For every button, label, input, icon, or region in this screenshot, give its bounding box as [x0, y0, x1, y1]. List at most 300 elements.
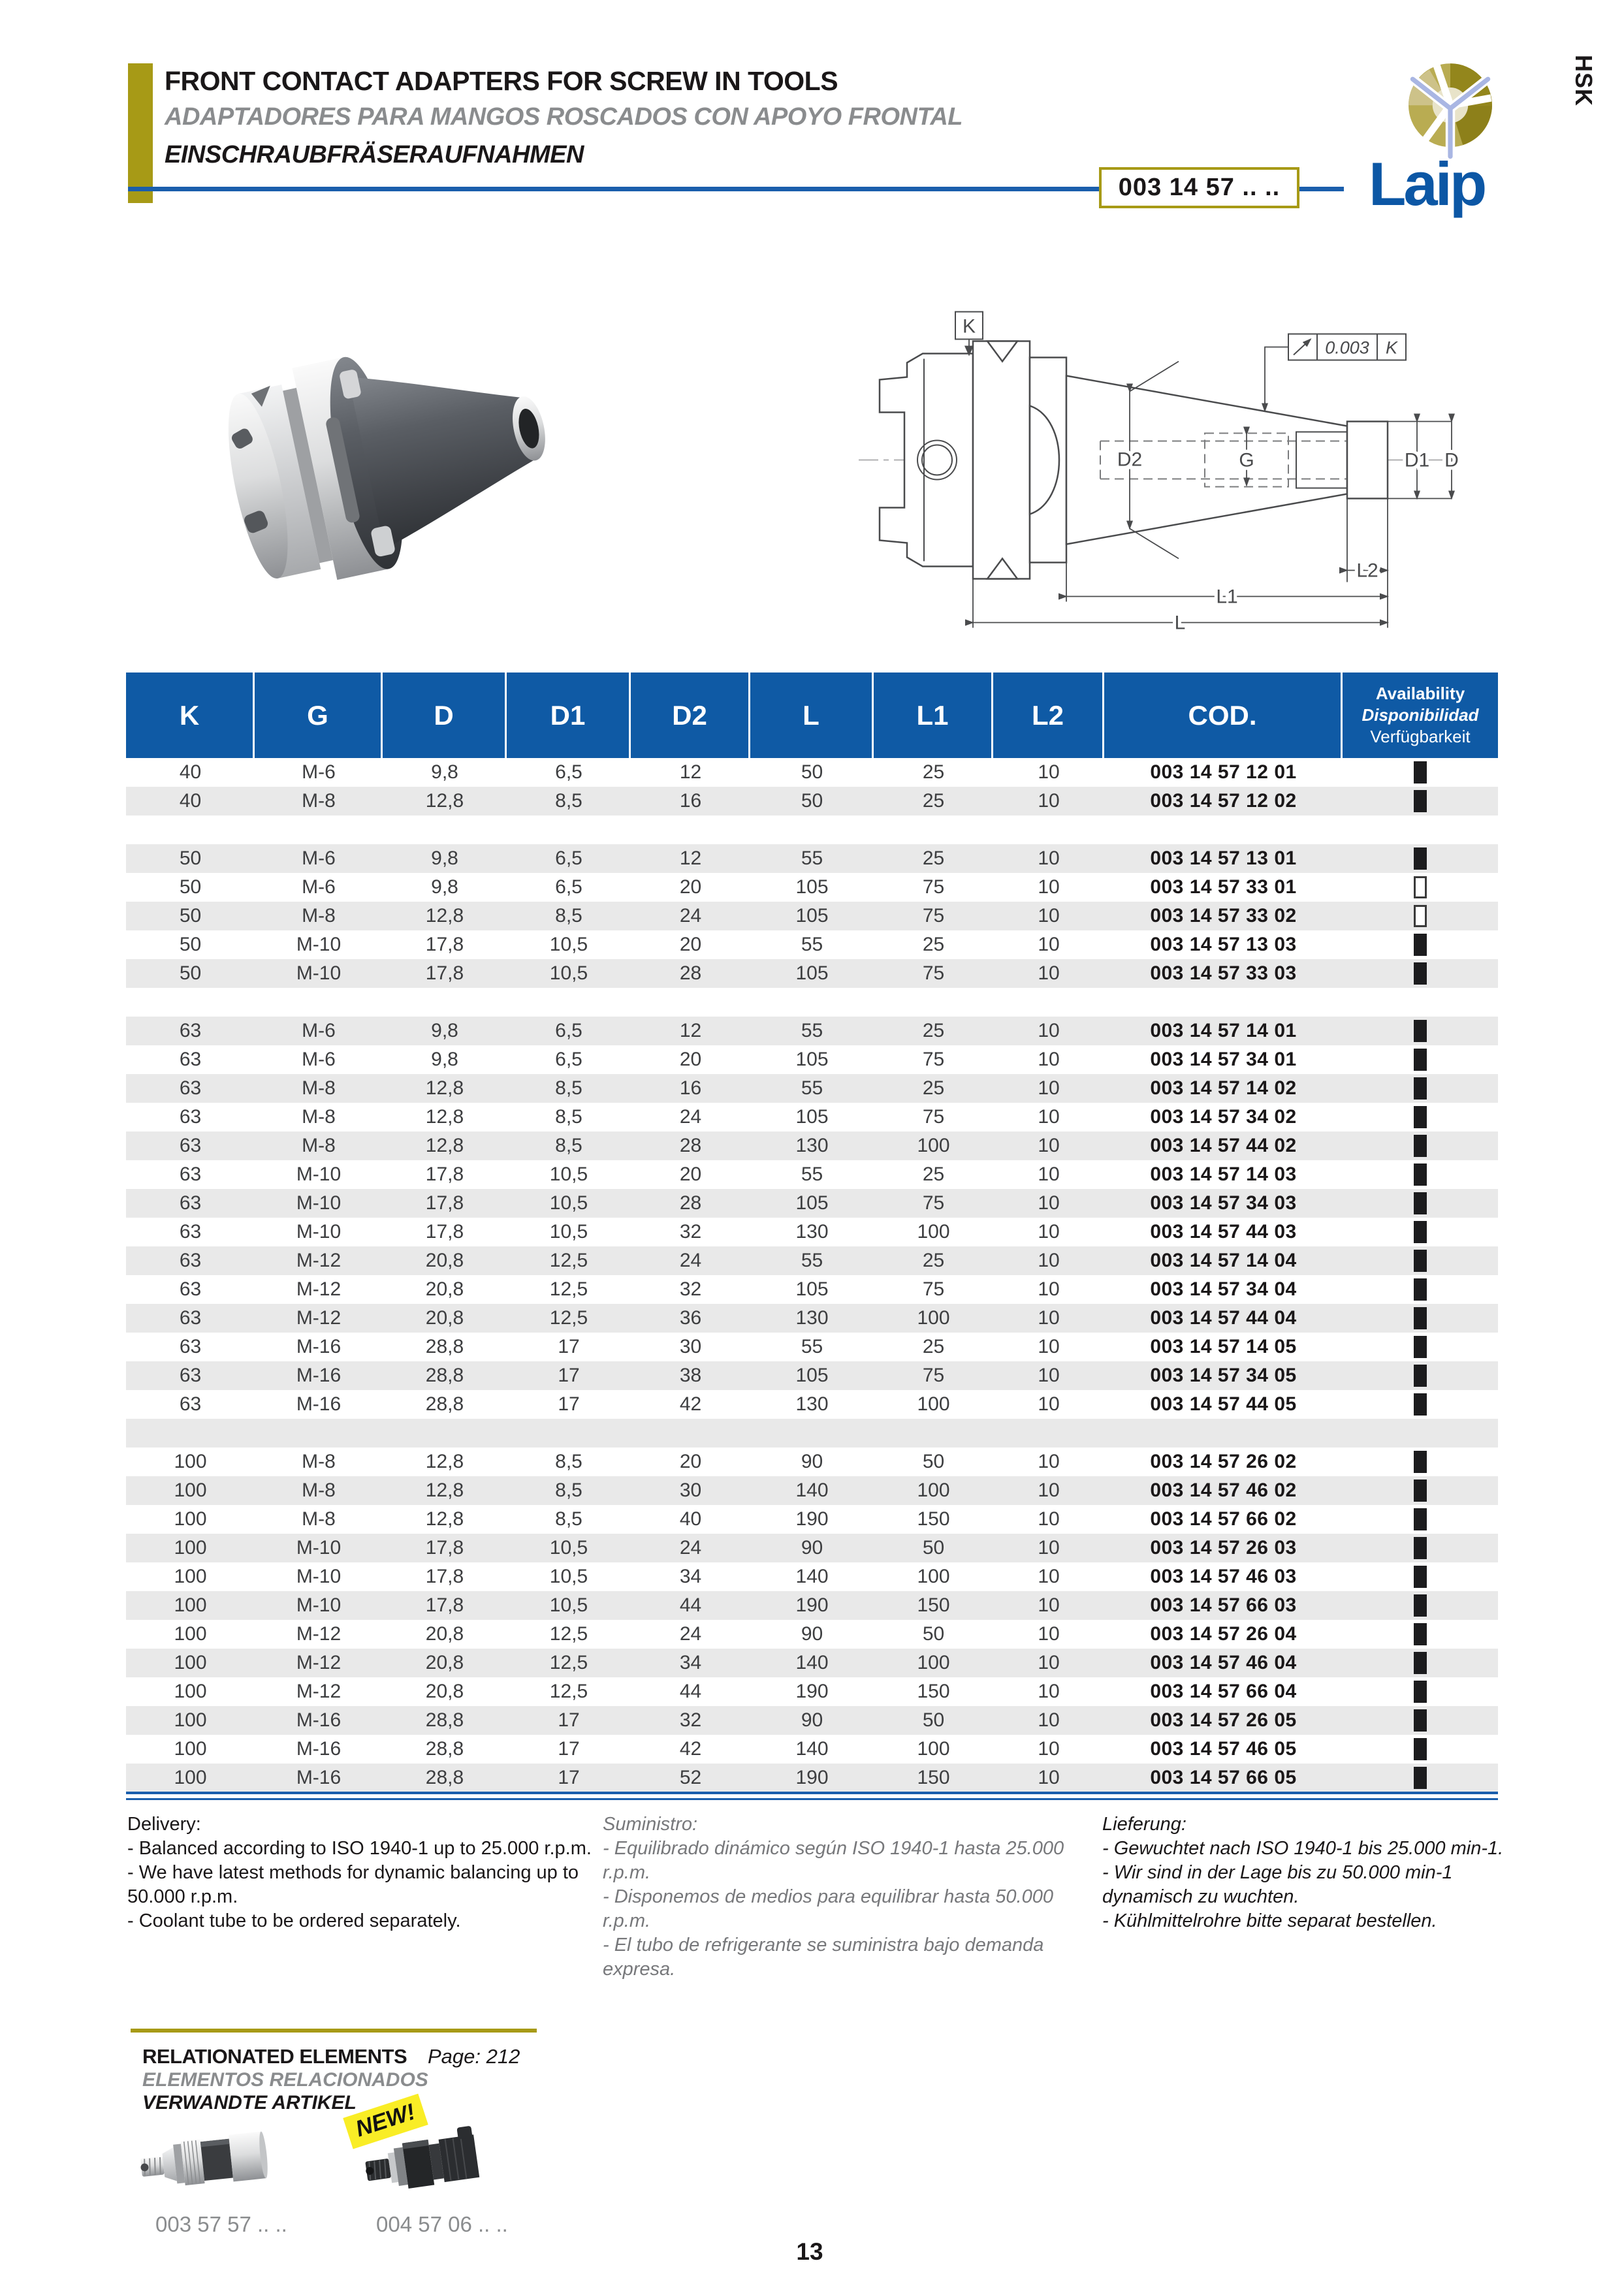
- related-title-spanish: ELEMENTOS RELACIONADOS: [142, 2069, 428, 2091]
- cell-d: 12,8: [425, 905, 464, 926]
- note-line: dynamisch zu wuchten.: [1102, 1886, 1299, 1907]
- cell-l2: 10: [1038, 1451, 1060, 1472]
- table-spacer-row: [126, 1419, 1498, 1448]
- cell-d2: 34: [679, 1566, 702, 1587]
- cell-l1: 25: [922, 790, 945, 812]
- cell-availability: [1343, 1246, 1498, 1275]
- availability-filled-icon: [1414, 934, 1427, 956]
- laip-logo-icon: [1395, 56, 1506, 161]
- cell-availability: [1343, 1476, 1498, 1505]
- cell-d2: 24: [679, 1250, 702, 1271]
- cell-l: 105: [795, 905, 829, 926]
- related-title: RELATIONATED ELEMENTS: [142, 2045, 407, 2068]
- cell-g: M-10: [296, 1566, 342, 1587]
- cell-d2: 28: [679, 1192, 702, 1214]
- cell-d1: 17: [558, 1709, 580, 1731]
- availability-filled-icon: [1414, 1163, 1427, 1186]
- cell-d2: 32: [679, 1221, 702, 1242]
- cell-l: 140: [795, 1738, 829, 1760]
- availability-filled-icon: [1414, 1480, 1427, 1502]
- cell-cod: 003 14 57 33 02: [1150, 905, 1297, 926]
- notes-es: [603, 1812, 1096, 1982]
- cell-d1: 10,5: [549, 1192, 588, 1214]
- table-row: [126, 787, 1498, 815]
- availability-filled-icon: [1414, 1537, 1427, 1559]
- availability-filled-icon: [1414, 1365, 1427, 1387]
- cell-l1: 150: [917, 1508, 950, 1530]
- cell-g: M-12: [296, 1278, 342, 1300]
- cell-l: 190: [795, 1767, 829, 1788]
- product-code-box: 003 14 57 .. ..: [1099, 167, 1299, 208]
- cell-availability: [1343, 1275, 1498, 1304]
- cell-l: 130: [795, 1135, 829, 1156]
- cell-g: M-10: [296, 934, 342, 955]
- availability-header-line: Disponibilidad: [1361, 705, 1479, 725]
- cell-d2: 12: [679, 847, 702, 869]
- dimensions-table: [126, 673, 1498, 1792]
- availability-filled-icon: [1414, 1307, 1427, 1329]
- table-row: [126, 1275, 1498, 1304]
- cell-d: 20,8: [425, 1681, 464, 1702]
- cell-g: M-8: [302, 1106, 336, 1128]
- cell-d: 28,8: [425, 1393, 464, 1415]
- cell-d: 17,8: [425, 1566, 464, 1587]
- cell-g: M-6: [302, 876, 336, 898]
- cell-cod: 003 14 57 12 02: [1150, 790, 1297, 812]
- cell-availability: [1343, 844, 1498, 873]
- cell-l: 90: [801, 1709, 823, 1731]
- note-line: expresa.: [603, 1959, 676, 1980]
- cell-cod: 003 14 57 13 01: [1150, 847, 1297, 869]
- cell-k: 100: [174, 1480, 207, 1501]
- cell-availability: [1343, 1074, 1498, 1103]
- cell-cod: 003 14 57 46 03: [1150, 1566, 1297, 1587]
- cell-g: M-8: [302, 1451, 336, 1472]
- cell-d: 20,8: [425, 1652, 464, 1673]
- cell-l: 190: [795, 1508, 829, 1530]
- cell-availability: [1343, 1361, 1498, 1390]
- availability-filled-icon: [1414, 1709, 1427, 1732]
- availability-filled-icon: [1414, 1020, 1427, 1042]
- note-line: - Equilibrado dinámico según ISO 1940-1 hasta 25.000 r.p.m.: [603, 1838, 1064, 1883]
- cell-d1: 6,5: [555, 1020, 582, 1041]
- cell-k: 50: [179, 905, 202, 926]
- cell-l1: 75: [922, 1049, 945, 1070]
- cell-d: 17,8: [425, 1163, 464, 1185]
- related-rule: [131, 2029, 537, 2033]
- cell-l2: 10: [1038, 905, 1060, 926]
- cell-l: 105: [795, 1278, 829, 1300]
- cell-d2: 42: [679, 1393, 702, 1415]
- cell-d1: 6,5: [555, 1049, 582, 1070]
- cell-g: M-8: [302, 1480, 336, 1501]
- cell-cod: 003 14 57 66 05: [1150, 1767, 1297, 1788]
- cell-l1: 50: [922, 1623, 945, 1645]
- availability-filled-icon: [1414, 1077, 1427, 1100]
- cell-l: 105: [795, 1106, 829, 1128]
- related-product-photo-1: [138, 2122, 269, 2200]
- availability-filled-icon: [1414, 1767, 1427, 1789]
- cell-l1: 75: [922, 876, 945, 898]
- notes-de-title: Lieferung:: [1102, 1814, 1186, 1835]
- note-line: - Disponemos de medios para equilibrar hasta 50.000: [603, 1886, 1053, 1907]
- cell-g: M-12: [296, 1307, 342, 1329]
- cell-l1: 100: [917, 1307, 950, 1329]
- column-header-g: G: [255, 673, 383, 758]
- column-header-cod: COD.: [1104, 673, 1343, 758]
- cell-l1: 50: [922, 1451, 945, 1472]
- table-row: [126, 1620, 1498, 1649]
- cell-k: 100: [174, 1709, 207, 1731]
- cell-l: 50: [801, 790, 823, 812]
- availability-outline-icon: [1414, 905, 1427, 927]
- cell-d1: 12,5: [549, 1652, 588, 1673]
- table-row: [126, 1103, 1498, 1132]
- table-row: [126, 758, 1498, 787]
- cell-availability: [1343, 1448, 1498, 1476]
- cell-cod: 003 14 57 14 02: [1150, 1077, 1297, 1099]
- cell-cod: 003 14 57 46 04: [1150, 1652, 1297, 1673]
- dim-label-d2: D2: [1117, 449, 1143, 471]
- cell-cod: 003 14 57 33 01: [1150, 876, 1297, 898]
- column-header-l1: L1: [874, 673, 993, 758]
- cell-d2: 24: [679, 1623, 702, 1645]
- cell-l: 140: [795, 1480, 829, 1501]
- cell-d2: 20: [679, 934, 702, 955]
- cell-l2: 10: [1038, 1681, 1060, 1702]
- column-header-d: D: [383, 673, 507, 758]
- cell-l: 50: [801, 761, 823, 783]
- cell-d1: 10,5: [549, 1594, 588, 1616]
- cell-availability: [1343, 1591, 1498, 1620]
- cell-availability: [1343, 1505, 1498, 1534]
- cell-l: 190: [795, 1594, 829, 1616]
- cell-l: 105: [795, 1049, 829, 1070]
- cell-k: 63: [179, 1077, 202, 1099]
- table-row: [126, 1476, 1498, 1505]
- cell-g: M-16: [296, 1767, 342, 1788]
- availability-filled-icon: [1414, 1594, 1427, 1617]
- cell-l2: 10: [1038, 1767, 1060, 1788]
- availability-filled-icon: [1414, 1192, 1427, 1214]
- cell-d2: 20: [679, 876, 702, 898]
- page-number: 13: [796, 2238, 823, 2265]
- cell-l: 55: [801, 934, 823, 955]
- cell-d: 17,8: [425, 934, 464, 955]
- cell-l: 90: [801, 1451, 823, 1472]
- cell-l2: 10: [1038, 790, 1060, 812]
- cell-cod: 003 14 57 34 02: [1150, 1106, 1297, 1128]
- cell-cod: 003 14 57 26 02: [1150, 1451, 1297, 1472]
- cell-l1: 75: [922, 1106, 945, 1128]
- availability-filled-icon: [1414, 1566, 1427, 1588]
- cell-d: 12,8: [425, 1451, 464, 1472]
- cell-d2: 52: [679, 1767, 702, 1788]
- table-row: [126, 1735, 1498, 1764]
- cell-d: 12,8: [425, 1135, 464, 1156]
- cell-g: M-12: [296, 1652, 342, 1673]
- cell-d1: 8,5: [555, 1508, 582, 1530]
- table-row: [126, 1505, 1498, 1534]
- cell-d2: 24: [679, 1537, 702, 1559]
- column-header-l: L: [750, 673, 874, 758]
- cell-availability: [1343, 1218, 1498, 1246]
- cell-g: M-10: [296, 1163, 342, 1185]
- cell-g: M-16: [296, 1738, 342, 1760]
- table-row: [126, 1649, 1498, 1677]
- cell-l2: 10: [1038, 1020, 1060, 1041]
- cell-g: M-16: [296, 1365, 342, 1386]
- cell-cod: 003 14 57 44 04: [1150, 1307, 1297, 1329]
- cell-l1: 75: [922, 1278, 945, 1300]
- availability-filled-icon: [1414, 1508, 1427, 1530]
- cell-l: 130: [795, 1393, 829, 1415]
- cell-l2: 10: [1038, 962, 1060, 984]
- cell-d1: 10,5: [549, 1537, 588, 1559]
- cell-availability: [1343, 930, 1498, 959]
- cell-d1: 6,5: [555, 876, 582, 898]
- cell-l1: 25: [922, 1336, 945, 1357]
- cell-d1: 8,5: [555, 1135, 582, 1156]
- cell-l1: 25: [922, 934, 945, 955]
- cell-d1: 8,5: [555, 905, 582, 926]
- cell-g: M-8: [302, 1077, 336, 1099]
- cell-d2: 16: [679, 1077, 702, 1099]
- hsk-corner-label: HSK: [1570, 55, 1597, 107]
- availability-filled-icon: [1414, 1393, 1427, 1416]
- cell-cod: 003 14 57 34 01: [1150, 1049, 1297, 1070]
- table-row: [126, 1591, 1498, 1620]
- table-row: [126, 1132, 1498, 1160]
- cell-g: M-12: [296, 1623, 342, 1645]
- cell-d: 20,8: [425, 1278, 464, 1300]
- cell-cod: 003 14 57 34 04: [1150, 1278, 1297, 1300]
- cell-d2: 30: [679, 1336, 702, 1357]
- cell-d: 12,8: [425, 1077, 464, 1099]
- table-row: [126, 1361, 1498, 1390]
- cell-g: M-10: [296, 1192, 342, 1214]
- cell-l1: 25: [922, 847, 945, 869]
- table-row: [126, 1017, 1498, 1045]
- table-bottom-rule: [126, 1792, 1498, 1800]
- table-row: [126, 1390, 1498, 1419]
- column-header-d1: D1: [507, 673, 631, 758]
- cell-l: 105: [795, 876, 829, 898]
- cell-d1: 12,5: [549, 1307, 588, 1329]
- cell-k: 40: [179, 790, 202, 812]
- note-line: r.p.m.: [603, 1910, 651, 1931]
- cell-d1: 12,5: [549, 1250, 588, 1271]
- tolerance-value: 0.003: [1325, 338, 1369, 358]
- notes-de-lines: [1102, 1837, 1527, 1933]
- column-header-l2: L2: [993, 673, 1104, 758]
- cell-d: 28,8: [425, 1365, 464, 1386]
- cell-d1: 10,5: [549, 1566, 588, 1587]
- cell-d: 17,8: [425, 962, 464, 984]
- availability-filled-icon: [1414, 1738, 1427, 1760]
- cell-availability: [1343, 1534, 1498, 1562]
- notes-de: [1102, 1812, 1527, 1933]
- cell-g: M-6: [302, 1020, 336, 1041]
- cell-k: 50: [179, 934, 202, 955]
- cell-d: 17,8: [425, 1192, 464, 1214]
- cell-availability: [1343, 1333, 1498, 1361]
- cell-l1: 100: [917, 1566, 950, 1587]
- availability-filled-icon: [1414, 962, 1427, 985]
- table-row: [126, 1706, 1498, 1735]
- cell-cod: 003 14 57 26 04: [1150, 1623, 1297, 1645]
- cell-d1: 8,5: [555, 1451, 582, 1472]
- cell-availability: [1343, 787, 1498, 815]
- cell-l: 130: [795, 1221, 829, 1242]
- new-badge: NEW!: [343, 2093, 428, 2149]
- cell-l2: 10: [1038, 1652, 1060, 1673]
- cell-cod: 003 14 57 46 02: [1150, 1480, 1297, 1501]
- availability-filled-icon: [1414, 1451, 1427, 1473]
- availability-filled-icon: [1414, 1106, 1427, 1128]
- availability-filled-icon: [1414, 1681, 1427, 1703]
- dim-label-l1: L1: [1216, 586, 1238, 608]
- cell-cod: 003 14 57 66 02: [1150, 1508, 1297, 1530]
- cell-l1: 150: [917, 1594, 950, 1616]
- cell-k: 63: [179, 1221, 202, 1242]
- note-line: - Kühlmittelrohre bitte separat bestellen.: [1102, 1910, 1437, 1931]
- cell-g: M-6: [302, 847, 336, 869]
- cell-l1: 100: [917, 1738, 950, 1760]
- cell-k: 50: [179, 876, 202, 898]
- product-photo: [171, 324, 628, 601]
- dim-label-d: D: [1444, 449, 1459, 471]
- cell-availability: [1343, 873, 1498, 902]
- availability-filled-icon: [1414, 1250, 1427, 1272]
- cell-l: 190: [795, 1681, 829, 1702]
- cell-d: 28,8: [425, 1738, 464, 1760]
- cell-l2: 10: [1038, 1393, 1060, 1415]
- cell-l2: 10: [1038, 1192, 1060, 1214]
- cell-k: 63: [179, 1336, 202, 1357]
- related-code-1: 003 57 57 .. ..: [155, 2212, 287, 2236]
- header-rule-segment: [1299, 187, 1344, 191]
- cell-k: 63: [179, 1393, 202, 1415]
- cell-d: 12,8: [425, 1508, 464, 1530]
- cell-k: 100: [174, 1451, 207, 1472]
- table-row: [126, 844, 1498, 873]
- cell-l1: 100: [917, 1480, 950, 1501]
- availability-filled-icon: [1414, 1049, 1427, 1071]
- cell-g: M-10: [296, 1594, 342, 1616]
- cell-k: 50: [179, 962, 202, 984]
- cell-l2: 10: [1038, 1738, 1060, 1760]
- cell-k: 63: [179, 1135, 202, 1156]
- cell-k: 100: [174, 1738, 207, 1760]
- cell-l2: 10: [1038, 1594, 1060, 1616]
- cell-cod: 003 14 57 44 05: [1150, 1393, 1297, 1415]
- note-line: - Balanced according to ISO 1940-1 up to 25.000 r.p.m.: [127, 1838, 592, 1859]
- cell-l2: 10: [1038, 1336, 1060, 1357]
- cell-l2: 10: [1038, 876, 1060, 898]
- cell-availability: [1343, 1562, 1498, 1591]
- cell-g: M-16: [296, 1393, 342, 1415]
- table-row: [126, 1160, 1498, 1189]
- cell-l2: 10: [1038, 1163, 1060, 1185]
- cell-l1: 100: [917, 1652, 950, 1673]
- technical-drawing: [839, 293, 1476, 637]
- related-page-ref: Page: 212: [428, 2045, 520, 2068]
- notes-es-lines: [603, 1837, 1096, 1982]
- cell-d2: 36: [679, 1307, 702, 1329]
- note-line: - Coolant tube to be ordered separately.: [127, 1910, 461, 1931]
- cell-d1: 10,5: [549, 1221, 588, 1242]
- note-line: 50.000 r.p.m.: [127, 1886, 238, 1907]
- cell-l2: 10: [1038, 1623, 1060, 1645]
- table-header: [126, 673, 1498, 758]
- cell-l2: 10: [1038, 1480, 1060, 1501]
- table-row: [126, 1333, 1498, 1361]
- cell-d2: 32: [679, 1278, 702, 1300]
- cell-l2: 10: [1038, 1049, 1060, 1070]
- cell-d: 20,8: [425, 1623, 464, 1645]
- table-row: [126, 1677, 1498, 1706]
- cell-l: 105: [795, 1192, 829, 1214]
- table-row: [126, 1764, 1498, 1792]
- dim-label-d1: D1: [1404, 449, 1430, 471]
- cell-d1: 6,5: [555, 847, 582, 869]
- cell-d1: 10,5: [549, 962, 588, 984]
- dim-label-l: L: [1174, 612, 1186, 634]
- cell-d: 20,8: [425, 1307, 464, 1329]
- cell-availability: [1343, 1706, 1498, 1735]
- dim-label-k: K: [962, 315, 976, 338]
- cell-k: 100: [174, 1767, 207, 1788]
- cell-g: M-10: [296, 962, 342, 984]
- dim-label-l2: L2: [1356, 560, 1378, 582]
- cell-l2: 10: [1038, 761, 1060, 783]
- cell-l2: 10: [1038, 934, 1060, 955]
- cell-availability: [1343, 1189, 1498, 1218]
- cell-d1: 17: [558, 1336, 580, 1357]
- cell-cod: 003 14 57 66 04: [1150, 1681, 1297, 1702]
- cell-g: M-10: [296, 1537, 342, 1559]
- cell-l: 90: [801, 1537, 823, 1559]
- cell-k: 100: [174, 1537, 207, 1559]
- cell-l1: 25: [922, 1077, 945, 1099]
- cell-l2: 10: [1038, 1365, 1060, 1386]
- cell-l2: 10: [1038, 1221, 1060, 1242]
- notes-en-title: Delivery:: [127, 1814, 201, 1835]
- cell-cod: 003 14 57 44 03: [1150, 1221, 1297, 1242]
- cell-l2: 10: [1038, 1537, 1060, 1559]
- cell-d: 9,8: [431, 761, 458, 783]
- cell-d2: 38: [679, 1365, 702, 1386]
- cell-d: 17,8: [425, 1594, 464, 1616]
- note-line: - El tubo de refrigerante se suministra bajo demanda: [603, 1935, 1044, 1955]
- cell-availability: [1343, 1735, 1498, 1764]
- cell-g: M-12: [296, 1681, 342, 1702]
- cell-availability: [1343, 1677, 1498, 1706]
- cell-d: 17,8: [425, 1537, 464, 1559]
- cell-cod: 003 14 57 26 03: [1150, 1537, 1297, 1559]
- cell-k: 63: [179, 1365, 202, 1386]
- note-line: - Gewuchtet nach ISO 1940-1 bis 25.000 min-1.: [1102, 1838, 1504, 1859]
- laip-logo-text: Laip: [1369, 150, 1485, 218]
- table-row: [126, 959, 1498, 988]
- cell-d2: 24: [679, 905, 702, 926]
- cell-d1: 8,5: [555, 1077, 582, 1099]
- cell-availability: [1343, 1304, 1498, 1333]
- related-code-2: 004 57 06 .. ..: [376, 2212, 508, 2236]
- availability-filled-icon: [1414, 847, 1427, 870]
- table-row: [126, 1189, 1498, 1218]
